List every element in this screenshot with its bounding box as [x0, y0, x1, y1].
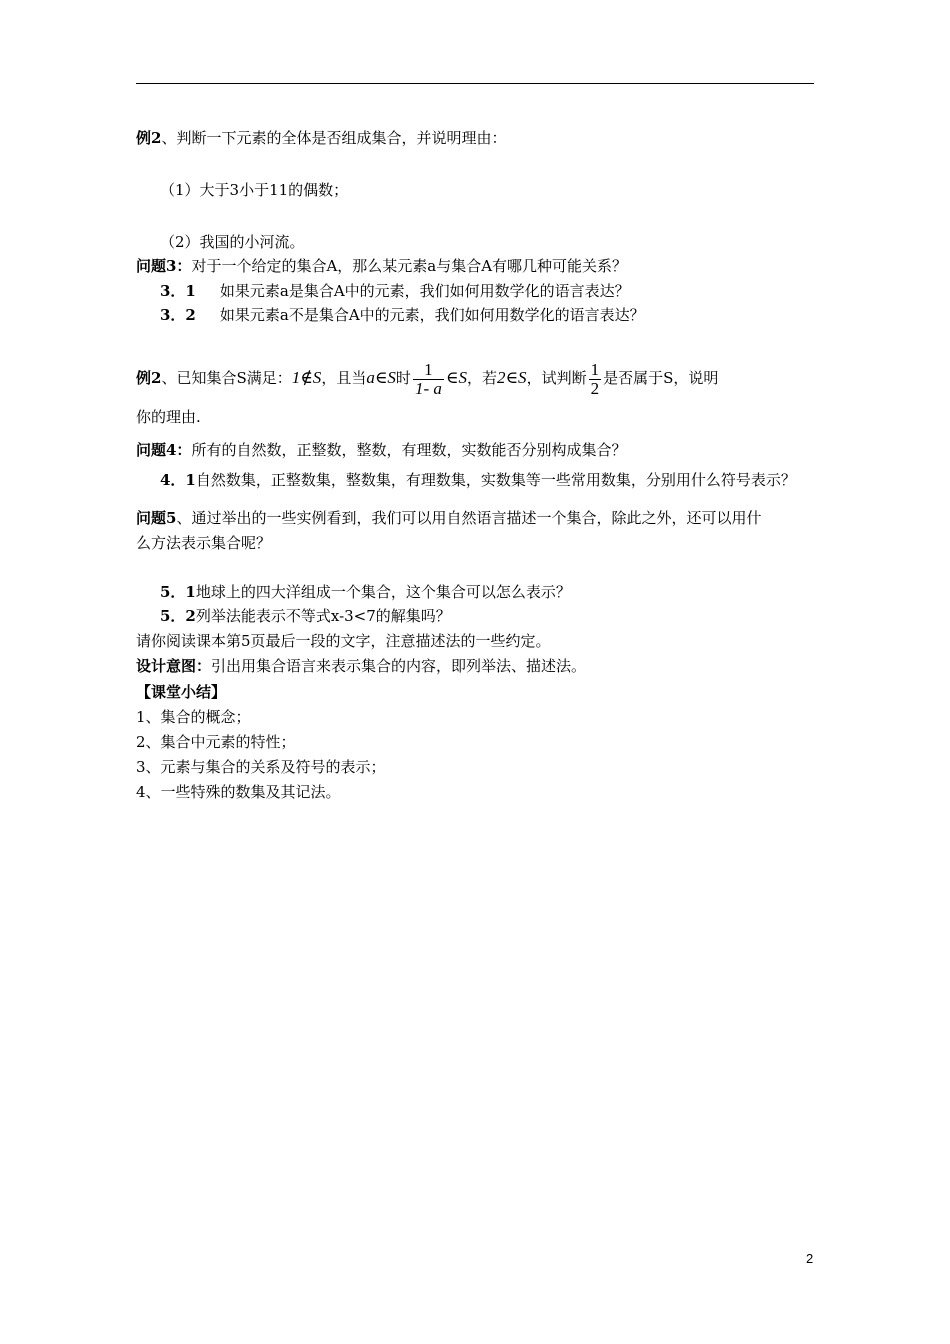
text-segment: ，试判断	[526, 369, 587, 387]
item-number: 3．2	[160, 306, 196, 324]
item-text: 自然数集，正整数集，整数集，有理数集，实数集等一些常用数集，分别用什么符号表示？	[195, 471, 796, 489]
fraction	[413, 361, 444, 398]
text-segment: ，且当	[321, 369, 367, 387]
question-text: 、通过举出的一些实例看到，我们可以用自然语言描述一个集合，除此之外，还可以用什	[176, 509, 762, 527]
summary-item: 3、元素与集合的关系及符号的表示；	[136, 758, 386, 776]
example-2b-line	[136, 355, 718, 401]
question-3-2	[160, 305, 645, 325]
question-label: 问题5	[136, 509, 177, 527]
question-5-line-2: 么方法表示集合呢？	[136, 534, 272, 552]
example-item-2: （2）我国的小河流。	[160, 233, 305, 251]
header-rule	[136, 83, 814, 84]
question-label: 问题3：	[136, 257, 192, 275]
example-label: 例2	[136, 129, 162, 147]
question-5	[136, 508, 761, 528]
summary-item: 2、集合中元素的特性；	[136, 733, 296, 751]
question-3-1	[160, 281, 630, 301]
question-4-1	[160, 470, 796, 490]
page-number: 2	[806, 1251, 814, 1266]
question-text: 所有的自然数，正整数，整数，有理数，实数能否分别构成集合？	[191, 441, 627, 459]
item-text: 如果元素a是集合A中的元素，我们如何用数学化的语言表达？	[219, 282, 630, 300]
math-expression: 1∉S	[291, 368, 322, 387]
question-4	[136, 440, 626, 460]
design-label: 设计意图：	[136, 657, 212, 675]
item-number: 5．1	[160, 583, 196, 601]
fraction	[589, 361, 602, 398]
math-expression: ∈S	[445, 368, 467, 387]
item-number: 5．2	[160, 607, 196, 625]
text-segment: 是否属于S，说明	[603, 369, 719, 387]
summary-item: 4、一些特殊的数集及其记法。	[136, 783, 341, 801]
question-text: 对于一个给定的集合A，那么某元素a与集合A有哪几种可能关系？	[191, 257, 628, 275]
question-label: 问题4：	[136, 441, 192, 459]
example-2-line	[136, 128, 506, 148]
fraction-denominator: 2	[590, 378, 600, 398]
question-5-2	[160, 606, 451, 626]
design-text: 引出用集合语言来表示集合的内容，即列举法、描述法。	[211, 657, 587, 675]
item-text: 如果元素a不是集合A中的元素，我们如何用数学化的语言表达？	[219, 306, 645, 324]
example-text: 、判断一下元素的全体是否组成集合，并说明理由：	[161, 129, 507, 147]
reading-note: 请你阅读课本第5页最后一段的文字，注意描述法的一些约定。	[136, 632, 551, 650]
item-text: 列举法能表示不等式x-3<7的解集吗？	[195, 607, 451, 625]
question-3	[136, 256, 627, 276]
math-expression: 2∈S	[496, 368, 527, 387]
fraction-numerator: 1	[413, 361, 444, 380]
example-2b-line-2: 你的理由.	[136, 408, 201, 426]
item-number: 3．1	[160, 282, 196, 300]
item-number: 4．1	[160, 471, 196, 489]
item-text: 地球上的四大洋组成一个集合，这个集合可以怎么表示？	[195, 583, 571, 601]
summary-item: 1、集合的概念；	[136, 708, 251, 726]
example-item-1: （1）大于3小于11的偶数；	[160, 181, 349, 199]
text-segment: ，若	[466, 369, 497, 387]
summary-title: 【课堂小结】	[136, 683, 227, 701]
text-segment: 、已知集合S满足：	[161, 369, 292, 387]
example-label: 例2	[136, 369, 162, 387]
design-intent	[136, 656, 586, 676]
fraction-numerator: 1	[590, 359, 600, 379]
text-segment: 时	[395, 369, 411, 387]
question-5-1	[160, 582, 571, 602]
fraction-denominator: 1- a	[414, 378, 442, 398]
math-expression: a∈S	[366, 368, 396, 387]
